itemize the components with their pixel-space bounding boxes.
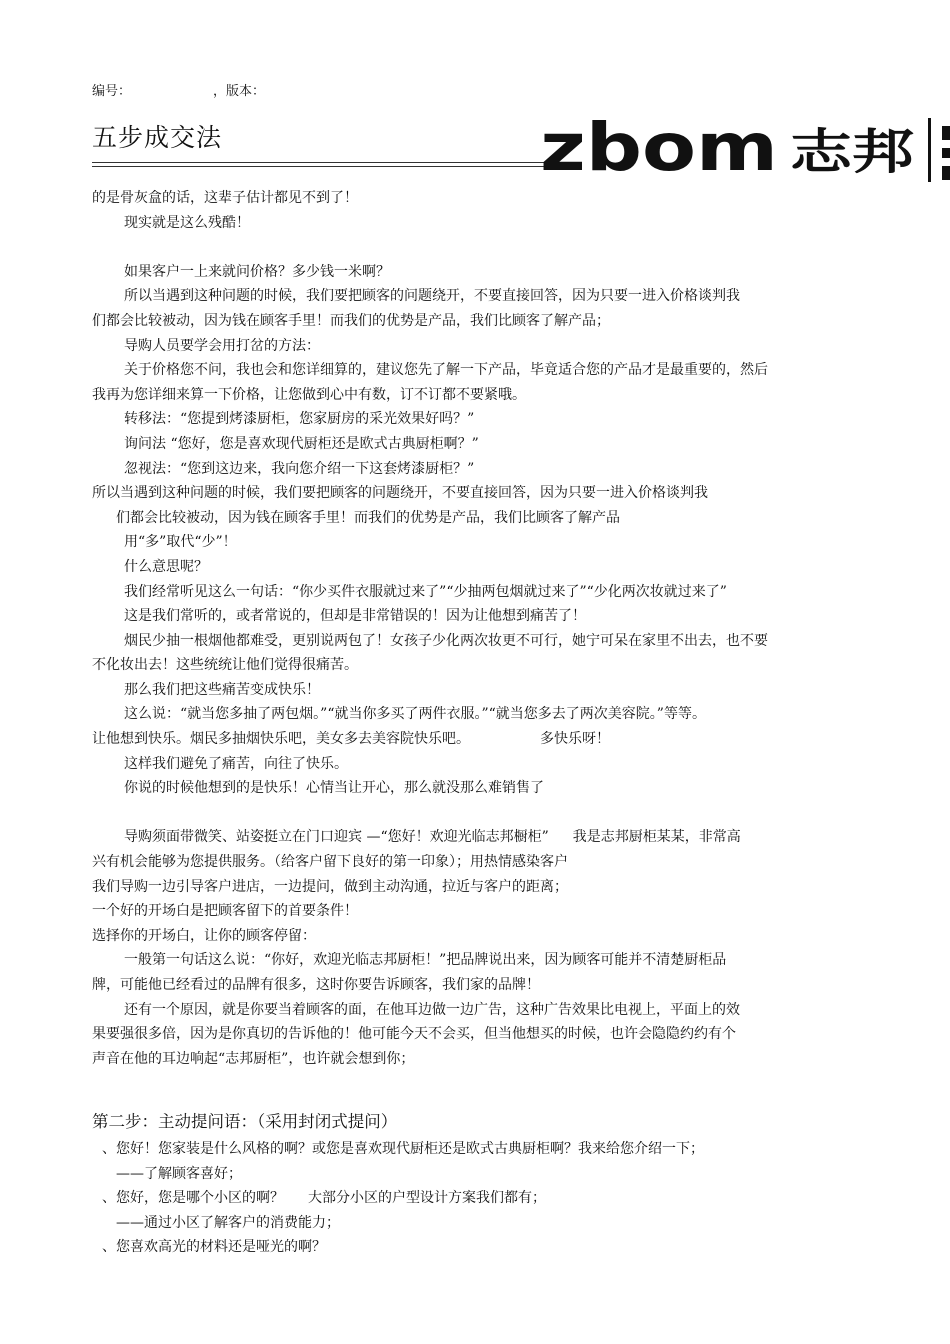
title-rule-bottom — [92, 166, 544, 167]
line-segment: 我是志邦厨柜某某，非常高 — [572, 829, 741, 846]
paragraph-line: 用“多”取代“少”！ — [124, 534, 237, 551]
line-segment: 让他想到快乐。烟民多抽烟快乐吧，美女多去美容院快乐吧。 — [92, 731, 470, 748]
paragraph-line: 这么说：“就当您多抽了两包烟。”“就当你多买了两件衣服。”“就当您多去了两次美容院。”等等。 — [124, 706, 706, 723]
paragraph-line: 一般第一句话这么说：“你好，欢迎光临志邦厨柜！”把品牌说出来，因为顾客可能并不清楚厨柜品 — [124, 952, 727, 969]
paragraph-line: 我再为您详细来算一下价格，让您做到心中有数，订不订都不要紧哦。 — [92, 386, 526, 403]
paragraph-line: 忽视法：“您到这边来，我向您介绍一下这套烤漆厨柜？” — [124, 460, 475, 477]
paragraph-line: 我们经常听见这么一句话：“你少买件衣服就过来了”“少抽两包烟就过来了”“少化两次妆就过来了” — [124, 583, 727, 600]
brand-cn: 志邦 — [790, 124, 914, 180]
line-segment: 、您好，您是哪个小区的啊？ — [102, 1190, 284, 1207]
paragraph-line: 转移法：“您提到烤漆厨柜，您家厨房的采光效果好吗？” — [124, 411, 475, 428]
zbom-logo — [540, 118, 950, 190]
paragraph-line: 所以当遇到这种问题的时候，我们要把顾客的问题绕开，不要直接回答，因为只要一进入价格谈判我 — [92, 485, 708, 502]
paragraph-line: 我们导购一边引导客户进店，一边提问，做到主动沟通，拉近与客户的距离； — [92, 878, 568, 895]
brand-latin: zbom — [540, 118, 778, 186]
paragraph-line: 们都会比较被动，因为钱在顾客手里！而我们的优势是产品，我们比顾客了解产品 — [116, 509, 620, 526]
paragraph-line: 询问法 “您好，您是喜欢现代厨柜还是欧式古典厨柜啊？” — [124, 435, 479, 452]
paragraph-line: 现实就是这么残酷！ — [124, 214, 250, 231]
paragraph-line: 不化妆出去！这些统统让他们觉得很痛苦。 — [92, 657, 358, 674]
paragraph-line: 如果客户一上来就问价格？多少钱一米啊？ — [124, 263, 390, 280]
paragraph-line: 什么意思呢？ — [124, 558, 208, 575]
paragraph-line: 导购人员要学会用打岔的方法： — [124, 337, 320, 354]
body-text — [92, 186, 904, 1071]
paragraph-line: 这样我们避免了痛苦，向往了快乐。 — [124, 755, 348, 772]
paragraph-line — [92, 727, 904, 752]
list-item: 、您喜欢高光的材料还是哑光的啊？ — [102, 1239, 326, 1256]
question-list — [92, 1137, 704, 1260]
list-item: 、您好！您家装是什么风格的啊？或您是喜欢现代厨柜还是欧式古典厨柜啊？我来给您介绍一下； — [102, 1141, 704, 1157]
list-item: ——了解顾客喜好； — [116, 1165, 242, 1182]
number-label: 编号： — [92, 84, 132, 99]
paragraph-line: 选择你的开场白，让你的顾客停留： — [92, 927, 316, 944]
paragraph-line: 你说的时候他想到的是快乐！心情当让开心，那么就没那么难销售了 — [124, 780, 544, 797]
paragraph-line: 兴有机会能够为您提供服务。（给客户留下良好的第一印象）；用热情感染客户 — [92, 854, 568, 871]
line-segment: 导购须面带微笑、站姿挺立在门口迎宾 —“您好！欢迎光临志邦橱柜” — [124, 829, 549, 846]
paragraph-line: 们都会比较被动，因为钱在顾客手里！而我们的优势是产品，我们比顾客了解产品； — [92, 312, 610, 329]
paragraph-line — [92, 825, 904, 850]
paragraph-line: 一个好的开场白是把顾客留下的首要条件！ — [92, 903, 358, 920]
section-heading: 第二步：主动提问语：（采用封闭式提问） — [92, 1112, 398, 1131]
page-title: 五步成交法 — [92, 123, 223, 152]
paragraph-line: 那么我们把这些痛苦变成快乐！ — [124, 681, 320, 698]
paragraph-line: 的是骨灰盒的话，这辈子估计都见不到了！ — [92, 190, 358, 206]
paragraph-line: 牌，可能他已经看过的品牌有很多，这时你要告诉顾客，我们家的品牌！ — [92, 977, 540, 993]
title-rule-top — [92, 162, 544, 163]
list-item — [92, 1186, 704, 1211]
paragraph-line: 关于价格您不问，我也会和您详细算的，建议您先了解一下产品，毕竟适合您的产品才是最重要的，然后 — [124, 362, 768, 379]
version-label: ，版本： — [213, 84, 266, 99]
paragraph-line: 果要强很多倍，因为是你真切的告诉他的！他可能今天不会买，但当他想买的时候，也许会隐隐约约有个 — [92, 1026, 736, 1043]
document-meta — [92, 80, 265, 99]
paragraph-line: 烟民少抽一根烟他都难受，更别说两包了！女孩子少化两次妆更不可行，她宁可呆在家里不出去，也不要 — [124, 632, 768, 649]
line-segment: 大部分小区的户型设计方案我们都有； — [308, 1190, 546, 1207]
list-item: ——通过小区了解客户的消费能力； — [116, 1214, 340, 1231]
paragraph-line: 这是我们常听的，或者常说的，但却是非常错误的！因为让他想到痛苦了！ — [124, 608, 586, 625]
line-segment: 多快乐呀！ — [540, 731, 610, 748]
paragraph-line: 所以当遇到这种问题的时候，我们要把顾客的问题绕开，不要直接回答，因为只要一进入价格谈判我 — [124, 288, 740, 305]
paragraph-line: 声音在他的耳边响起“志邦厨柜”，也许就会想到你； — [92, 1050, 415, 1067]
paragraph-line: 还有一个原因，就是你要当着顾客的面，在他耳边做一边广告，这种广告效果比电视上，平面上的效 — [124, 1001, 740, 1018]
